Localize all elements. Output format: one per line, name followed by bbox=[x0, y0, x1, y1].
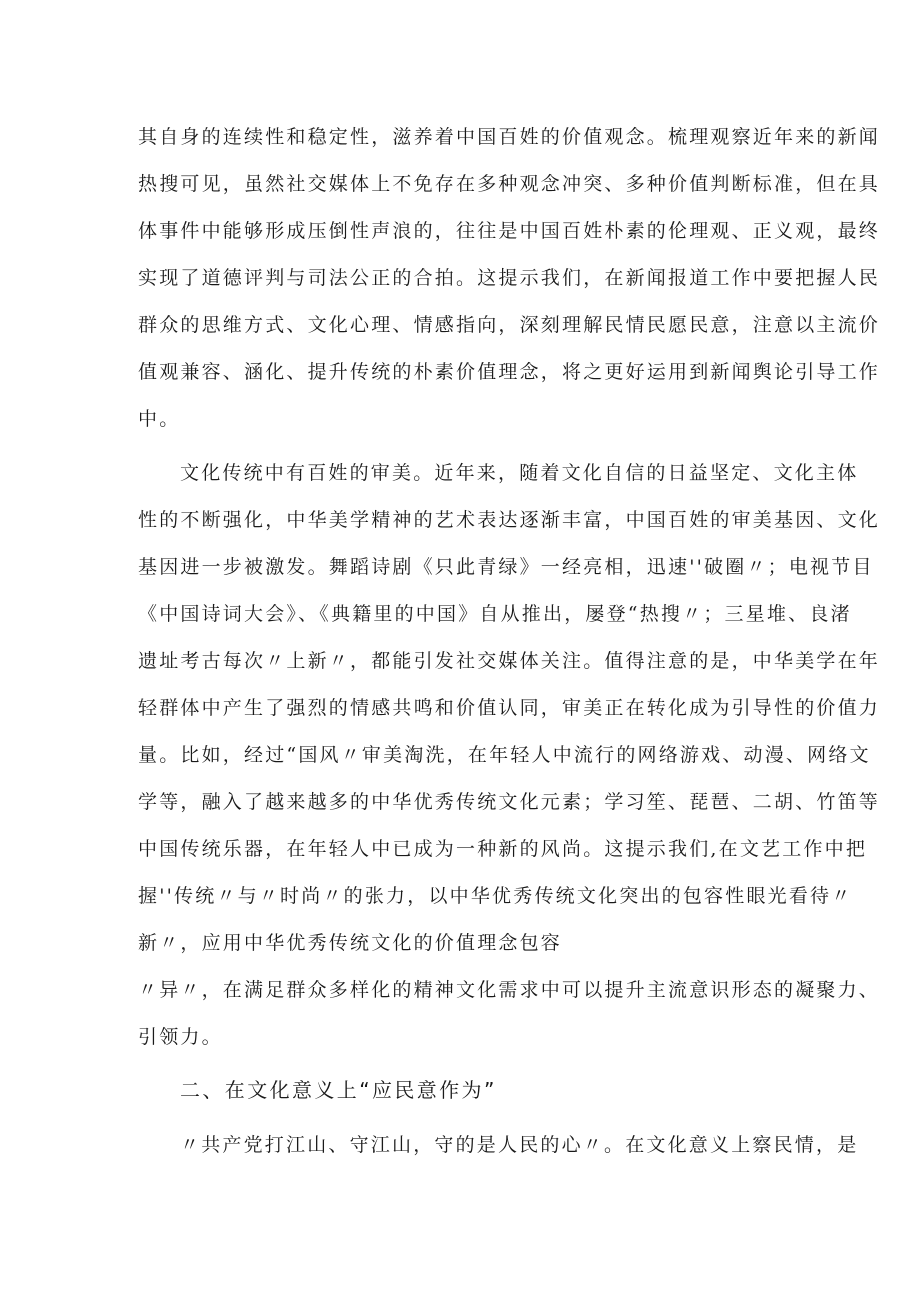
section-heading: 二、在文化意义上“应民意作为” bbox=[180, 1078, 497, 1102]
text-line: 值观兼容、涵化、提升传统的朴素价值理念，将之更好运用到新闻舆论引导工作 bbox=[138, 361, 881, 383]
text-line: 《中国诗词大会》、《典籍里的中国》自从推出，屡登“热搜〃；三星堆、良渚 bbox=[138, 603, 852, 625]
text-line: 学等，融入了越来越多的中华优秀传统文化元素；学习笙、琵琶、二胡、竹笛等 bbox=[138, 791, 881, 813]
text-line: 其自身的连续性和稳定性，滋养着中国百姓的价值观念。梳理观察近年来的新闻 bbox=[138, 126, 881, 148]
text-line: 热搜可见，虽然社交媒体上不免存在多种观念冲突、多种价值判断标准，但在具 bbox=[138, 173, 881, 195]
text-line: 握''传统〃与〃时尚〃的张力，以中华优秀传统文化突出的包容性眼光看待〃 bbox=[138, 885, 853, 907]
text-line: 群众的思维方式、文化心理、情感指向，深刻理解民情民愿民意，注意以主流价 bbox=[138, 314, 881, 336]
text-line: 轻群体中产生了强烈的情感共鸣和价值认同，审美正在转化成为引导性的价值力 bbox=[138, 697, 881, 719]
text-line: 〃共产党打江山、守江山，守的是人民的心〃。在文化意义上察民情，是 bbox=[180, 1134, 859, 1156]
text-line: 性的不断强化，中华美学精神的艺术表达逐渐丰富，中国百姓的审美基因、文化 bbox=[138, 509, 881, 531]
text-line: 文化传统中有百姓的审美。近年来，随着文化自信的日益坚定、文化主体 bbox=[180, 462, 859, 484]
text-line: 基因进一步被激发。舞蹈诗剧《只此青绿》一经亮相，迅速''破圈〃；电视节目 bbox=[138, 556, 874, 578]
text-line: 中。 bbox=[138, 408, 181, 430]
text-line: 实现了道德评判与司法公正的合拍。这提示我们，在新闻报道工作中要把握人民 bbox=[138, 267, 881, 289]
text-line: 引领力。 bbox=[138, 1026, 223, 1048]
text-line: 中国传统乐器，在年轻人中已成为一种新的风尚。这提示我们,在文艺工作中把 bbox=[138, 838, 868, 860]
text-line: 体事件中能够形成压倒性声浪的，往往是中国百姓朴素的伦理观、正义观，最终 bbox=[138, 220, 881, 242]
text-line: 〃异〃，在满足群众多样化的精神文化需求中可以提升主流意识形态的凝聚力、 bbox=[138, 979, 881, 1001]
text-line: 新〃，应用中华优秀传统文化的价值理念包容 bbox=[138, 932, 563, 954]
text-line: 遗址考古每次〃上新〃，都能引发社交媒体关注。值得注意的是，中华美学在年 bbox=[138, 650, 881, 672]
text-line: 量。比如，经过“国风〃审美淘洗，在年轻人中流行的网络游戏、动漫、网络文 bbox=[138, 744, 871, 766]
